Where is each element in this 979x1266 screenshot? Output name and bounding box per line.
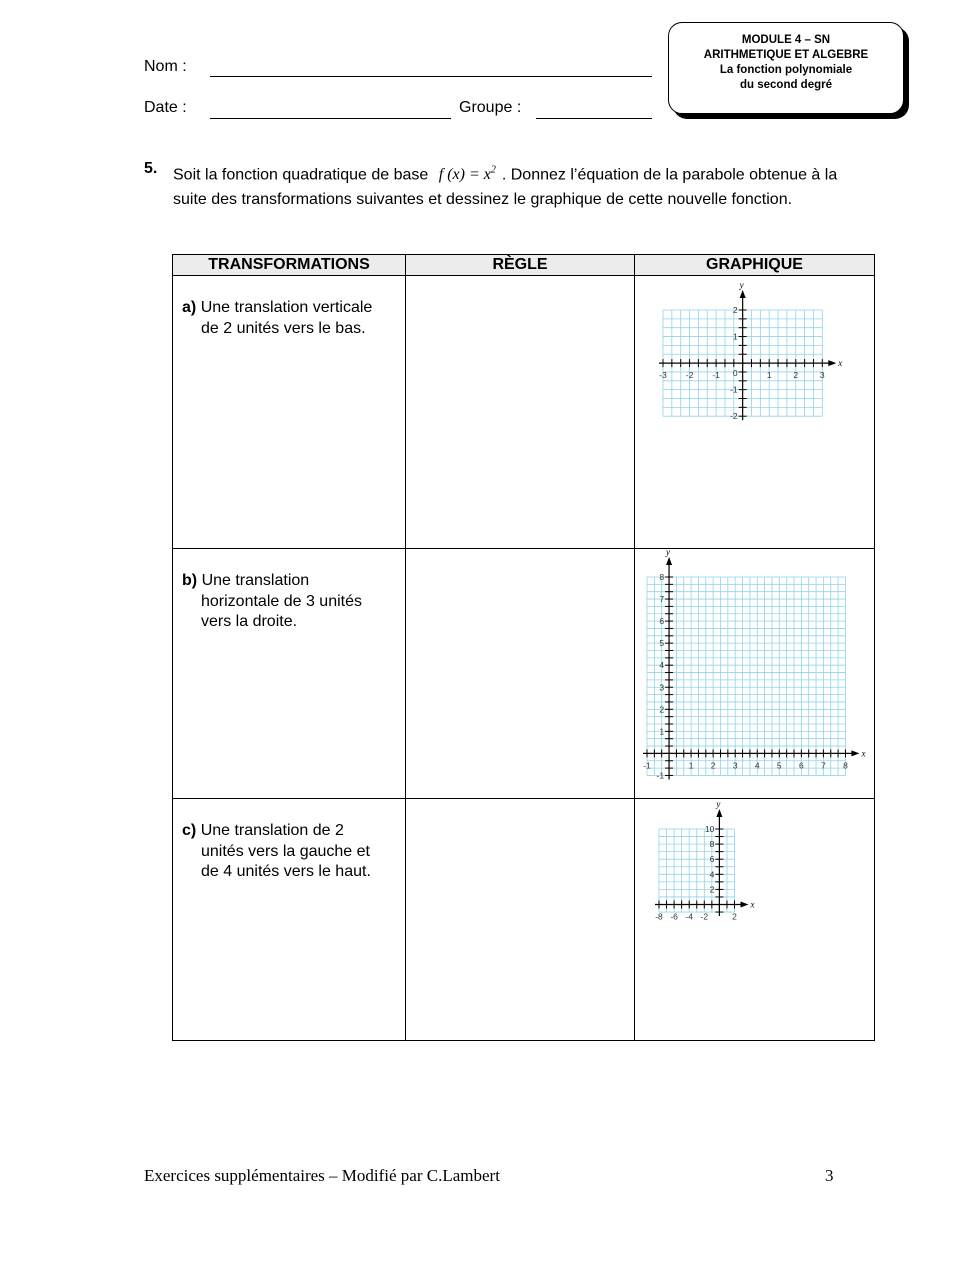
module-line: du second degré	[739, 79, 833, 91]
coordinate-grid-b[interactable]	[635, 549, 875, 798]
y-tick-label: 1	[659, 726, 665, 737]
date-field[interactable]	[210, 118, 451, 119]
y-tick-label: 6	[659, 616, 665, 627]
y-tick-label: 10	[704, 824, 715, 834]
nom-label: Nom :	[144, 58, 187, 75]
y-axis-label: y	[666, 549, 671, 557]
y-tick-label: 6	[709, 854, 715, 865]
module-title-box	[668, 22, 904, 114]
x-tick-label: -1	[643, 760, 651, 771]
x-axis-arrow-icon	[741, 902, 749, 908]
x-axis-label: x	[750, 899, 755, 910]
base-function: f $(x) = x^2$	[438, 165, 496, 184]
header-graphique: GRAPHIQUE	[635, 255, 875, 276]
x-axis-arrow-icon	[828, 360, 836, 366]
y-tick-label: 2	[732, 305, 738, 315]
groupe-field[interactable]	[536, 118, 652, 119]
regle-answer-cell-c[interactable]	[406, 799, 635, 1041]
y-tick-label: 1	[732, 331, 738, 342]
y-axis-arrow-icon	[666, 557, 672, 565]
table-row	[173, 276, 875, 549]
x-axis-label: x	[861, 748, 866, 759]
x-tick-label: -8	[655, 911, 663, 922]
x-tick-label: 8	[843, 760, 848, 771]
date-label: Date :	[144, 99, 187, 116]
y-tick-label: 2	[709, 884, 715, 895]
header-transformations: TRANSFORMATIONS	[173, 255, 406, 276]
transformations-table	[172, 254, 875, 1041]
regle-answer-cell-a[interactable]	[406, 276, 635, 549]
x-tick-label: -2	[700, 911, 709, 922]
question-text	[173, 158, 863, 212]
module-line: MODULE 4 – SN	[741, 34, 831, 46]
x-tick-label: -2	[685, 370, 694, 381]
coordinate-grid-c[interactable]	[635, 799, 875, 1040]
y-axis-label: y	[716, 799, 721, 809]
y-tick-label: -2	[730, 411, 738, 422]
y-axis-label: y	[739, 280, 744, 290]
graph-cell-c[interactable]	[635, 799, 875, 1041]
y-tick-label: 8	[709, 839, 715, 850]
coordinate-grid-a[interactable]	[635, 276, 875, 548]
x-tick-label: -6	[670, 911, 678, 922]
header-regle: RÈGLE	[406, 255, 635, 276]
y-axis-arrow-icon	[740, 290, 746, 298]
transformation-cell-c: c) Une translation de 2 unités vers la gauche et de 4 unités vers le haut.	[173, 799, 406, 1041]
y-tick-label: -1	[730, 384, 738, 395]
y-tick-label: 3	[659, 682, 665, 693]
graph-cell-a[interactable]	[635, 276, 875, 549]
x-tick-label: -1	[712, 370, 720, 381]
x-axis-arrow-icon	[851, 750, 859, 756]
footer-text: Exercices supplémentaires – Modifié par C.Lambert	[144, 1166, 500, 1185]
origin-label: 0	[732, 368, 738, 379]
x-tick-label: 6	[798, 760, 804, 771]
y-tick-label: 2	[659, 704, 665, 715]
x-tick-label: 1	[688, 760, 694, 771]
y-tick-label: 7	[659, 594, 665, 605]
y-axis-arrow-icon	[716, 809, 722, 817]
transformation-cell-a: a) Une translation verticale de 2 unités vers le bas.	[173, 276, 406, 549]
question-intro: Soit la fonction quadratique de base	[173, 166, 429, 184]
y-tick-label: 5	[659, 638, 665, 649]
y-tick-label: -1	[656, 770, 665, 781]
x-tick-label: 2	[732, 911, 737, 922]
x-tick-label: -3	[659, 370, 667, 381]
x-tick-label: 2	[710, 760, 716, 771]
x-tick-label: 5	[776, 760, 782, 771]
question-number: 5.	[144, 160, 158, 177]
module-line: ARITHMETIQUE ET ALGEBRE	[703, 49, 869, 61]
module-line: La fonction polynomiale	[719, 64, 853, 76]
y-tick-label: 4	[659, 660, 665, 671]
x-tick-label: 3	[732, 760, 738, 771]
y-tick-label: 4	[709, 869, 715, 880]
graph-cell-b[interactable]	[635, 549, 875, 799]
x-tick-label: 2	[793, 370, 799, 381]
regle-answer-cell-b[interactable]	[406, 549, 635, 799]
question-instructions: . Donnez l’équation de la parabole obtenue à la suite des transformations suivantes et dessinez le graphique de cette nouvelle fonction.	[173, 166, 838, 209]
y-tick-label: 8	[659, 572, 665, 582]
x-tick-label: 3	[819, 370, 825, 381]
x-tick-label: 1	[766, 370, 772, 381]
x-tick-label: -4	[685, 911, 693, 922]
groupe-label: Groupe :	[459, 99, 522, 116]
table-row	[173, 549, 875, 799]
x-tick-label: 7	[821, 760, 826, 771]
transformation-cell-b: b) Une translation horizontale de 3 unités vers la droite.	[173, 549, 406, 799]
nom-field[interactable]	[210, 76, 652, 77]
table-row	[173, 799, 875, 1041]
x-tick-label: 4	[754, 760, 760, 771]
x-axis-label: x	[838, 358, 843, 369]
page-number: 3	[825, 1166, 834, 1185]
